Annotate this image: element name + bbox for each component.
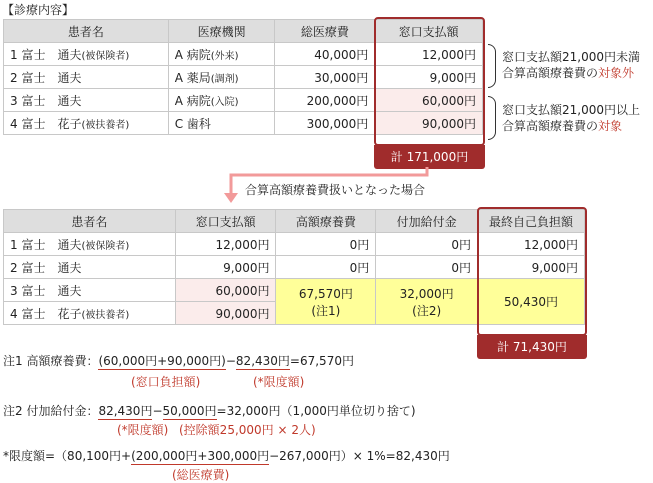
table-row	[4, 89, 483, 112]
patient-tag: (被扶養者)	[81, 119, 130, 131]
section-title: 【診療内容】	[2, 3, 75, 17]
limit-sub: (総医療費)	[172, 468, 230, 482]
treatment-table	[3, 19, 483, 135]
table-row	[4, 279, 585, 302]
institution-tag: (入院)	[210, 96, 239, 108]
header-patient: 患者名	[4, 20, 169, 43]
additional-benefit-cell: 0円	[376, 256, 478, 279]
payment-cell: 12,000円	[375, 43, 483, 66]
note1-rest: =67,570円	[289, 354, 354, 368]
limit-rest: −267,000円）× 1%=82,430円	[269, 449, 450, 463]
institution-cell	[168, 89, 275, 112]
upper-note-line1: 窓口支払額21,000円未満	[502, 50, 640, 64]
additional-benefit-cell: 0円	[376, 233, 478, 256]
institution-name: A 薬局	[174, 70, 211, 85]
high-cost-cell: 0円	[276, 233, 376, 256]
note2-part1: 82,430円	[98, 404, 153, 418]
upper-brace	[488, 44, 496, 88]
lower-note-prefix: 合算高額療養費の	[502, 119, 599, 133]
table-row	[4, 233, 585, 256]
lower-note-line1: 窓口支払額21,000円以上	[502, 103, 640, 117]
result-table-header	[4, 210, 585, 233]
high-cost-cell: 0円	[276, 256, 376, 279]
patient-name: 2 富士 通夫	[10, 260, 82, 275]
patient-name: 4 富士 花子	[10, 306, 82, 321]
patient-cell	[4, 66, 169, 89]
merged-high-cost-value: 67,570円	[298, 286, 353, 301]
note1-part2: 82,430円	[235, 354, 290, 368]
limit-prefix: *限度額=（80,100円+	[3, 449, 132, 463]
arrow-caption: 合算高額療養費扱いとなった場合	[245, 183, 426, 197]
total-cost-cell: 300,000円	[275, 112, 375, 135]
upper-note-prefix: 合算高額療養費の	[502, 66, 599, 80]
limit-underlined: (200,000円+300,000円	[131, 449, 270, 463]
patient-cell	[4, 302, 176, 325]
payment-total: 計 171,000円	[374, 145, 485, 169]
institution-name: C 歯科	[174, 116, 211, 131]
table-row	[4, 66, 483, 89]
institution-name: A 病院	[174, 93, 211, 108]
header-final-burden: 最終自己負担額	[478, 210, 585, 233]
patient-cell	[4, 43, 169, 66]
patient-name: 3 富士 通夫	[10, 93, 82, 108]
payment-cell: 60,000円	[375, 89, 483, 112]
header-payment: 窓口支払額	[175, 210, 276, 233]
final-burden-cell: 9,000円	[478, 256, 585, 279]
patient-cell	[4, 256, 176, 279]
table-row	[4, 256, 585, 279]
payment-cell: 9,000円	[375, 66, 483, 89]
final-burden-total: 計 71,430円	[477, 335, 587, 359]
merged-additional-benefit-cell	[376, 279, 478, 325]
note1-sub2: (*限度額)	[253, 375, 305, 389]
merged-additional-benefit-value: 32,000円	[399, 286, 454, 301]
upper-note-red: 対象外	[598, 66, 635, 80]
patient-tag: (被保険者)	[81, 240, 130, 252]
institution-cell	[168, 112, 275, 135]
patient-cell	[4, 279, 176, 302]
institution-cell	[168, 43, 275, 66]
table-row	[4, 43, 483, 66]
note1-minus: −	[225, 354, 236, 368]
note1-sub1: (窓口負担額)	[131, 375, 201, 389]
institution-name: A 病院	[174, 47, 211, 62]
patient-name: 4 富士 花子	[10, 116, 82, 131]
total-cost-cell: 40,000円	[275, 43, 375, 66]
patient-tag: (被扶養者)	[81, 309, 130, 321]
lower-brace	[488, 96, 496, 140]
merged-additional-benefit-note: (注2)	[412, 303, 442, 318]
note2-label: 注2 付加給付金：	[3, 404, 99, 418]
header-total-cost: 総医療費	[275, 20, 375, 43]
limit-formula	[3, 447, 450, 464]
final-burden-cell: 12,000円	[478, 233, 585, 256]
payment-cell: 9,000円	[175, 256, 276, 279]
payment-cell: 90,000円	[175, 302, 276, 325]
patient-name: 1 富士 通夫	[10, 237, 82, 252]
payment-cell: 90,000円	[375, 112, 483, 135]
patient-cell	[4, 233, 176, 256]
merged-final-burden-cell: 50,430円	[478, 279, 585, 325]
result-table	[3, 209, 585, 325]
institution-tag: (調剤)	[210, 73, 239, 85]
patient-name: 2 富士 通夫	[10, 70, 82, 85]
note1-part1: (60,000円+90,000円)	[98, 354, 226, 368]
note2-minus: −	[152, 404, 163, 418]
note2-rest: =32,000円（1,000円単位切り捨て)	[216, 404, 416, 418]
treatment-table-header	[4, 20, 483, 43]
total-cost-cell: 30,000円	[275, 66, 375, 89]
header-patient: 患者名	[4, 210, 176, 233]
lower-note-red: 対象	[598, 119, 623, 133]
total-cost-cell: 200,000円	[275, 89, 375, 112]
header-payment: 窓口支払額	[375, 20, 483, 43]
patient-cell	[4, 112, 169, 135]
merged-high-cost-note: (注1)	[311, 303, 341, 318]
patient-cell	[4, 89, 169, 112]
payment-cell: 60,000円	[175, 279, 276, 302]
header-high-cost-benefit: 高額療養費	[276, 210, 376, 233]
upper-note	[502, 49, 640, 81]
patient-tag: (被保険者)	[81, 50, 130, 62]
upper-note-line2	[502, 65, 640, 81]
note2-sub1: (*限度額)	[117, 423, 169, 437]
institution-cell	[168, 66, 275, 89]
header-additional-benefit: 付加給付金	[376, 210, 478, 233]
table-row	[4, 112, 483, 135]
patient-name: 1 富士 通夫	[10, 47, 82, 62]
note1-label: 注1 高額療養費：	[3, 354, 99, 368]
note2	[3, 402, 416, 419]
note2-part2: 50,000円	[162, 404, 217, 418]
payment-cell: 12,000円	[175, 233, 276, 256]
merged-high-cost-cell	[276, 279, 376, 325]
institution-tag: (外来)	[210, 50, 239, 62]
note2-sub2: (控除額25,000円 × 2人)	[179, 423, 316, 437]
patient-name: 3 富士 通夫	[10, 283, 82, 298]
header-institution: 医療機関	[168, 20, 275, 43]
lower-note-line2	[502, 118, 640, 134]
lower-note	[502, 102, 640, 134]
note1	[3, 352, 354, 369]
